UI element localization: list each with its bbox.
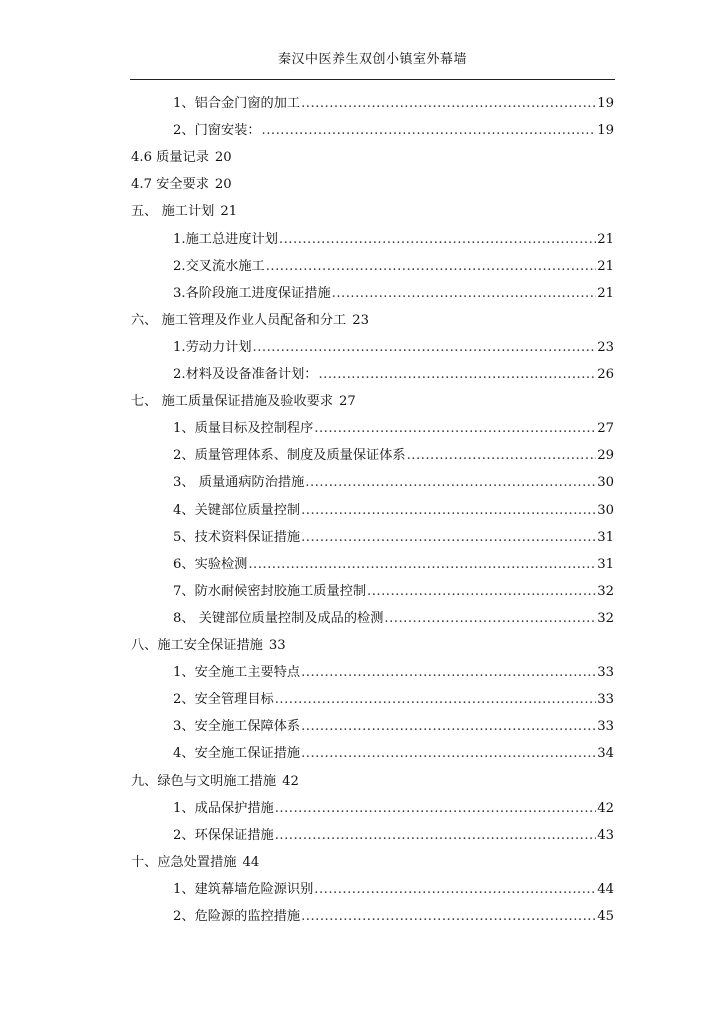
toc-entry[interactable]: [173, 529, 614, 547]
toc-entry-page-number: 45: [597, 909, 614, 924]
toc-entry[interactable]: [173, 339, 614, 357]
toc-entry-page-number: 20: [214, 177, 232, 193]
toc-entry[interactable]: [173, 664, 614, 682]
toc-entry-label: 2、安全管理目标: [173, 692, 274, 708]
toc-entry[interactable]: [173, 718, 614, 736]
toc-entry-page-number: 32: [597, 610, 614, 626]
toc-entry-label: 1、质量目标及控制程序: [173, 421, 314, 437]
toc-entry[interactable]: [173, 800, 614, 818]
toc-entry[interactable]: [173, 502, 614, 520]
toc-entry-label: 六、 施工管理及作业人员配备和分工: [131, 312, 347, 328]
toc-entry-page-number: 23: [352, 312, 369, 328]
toc-entry-label: 3.各阶段施工进度保证措施: [173, 285, 331, 301]
toc-entry-label: 1.劳动力计划: [173, 339, 252, 355]
toc-entry-page-number: 33: [597, 692, 614, 708]
toc-entry[interactable]: [173, 745, 614, 763]
toc-entry[interactable]: [131, 854, 259, 872]
toc-entry[interactable]: [173, 258, 614, 276]
toc-entry[interactable]: [131, 393, 356, 411]
toc-entry-page-number: 30: [597, 475, 614, 491]
toc-entry[interactable]: [131, 203, 237, 221]
toc-entry-label: 七、 施工质量保证措施及验收要求: [131, 394, 334, 410]
toc-entry[interactable]: [173, 420, 614, 438]
toc-entry-label: 2.材料及设备准备计划：: [173, 367, 318, 382]
toc-entry-label: 4、关键部位质量控制: [173, 502, 301, 518]
toc-dot-leader: [301, 95, 596, 113]
toc-entry-page-number: 27: [597, 421, 614, 437]
toc-entry-label: 1、铝合金门窗的加工: [173, 96, 301, 111]
toc-entry-label: 4.6 质量记录: [131, 150, 209, 166]
toc-entry-label: 1、建筑幕墙危险源识别: [173, 881, 314, 897]
toc-dot-leader: [367, 583, 596, 601]
toc-entry-page-number: 27: [339, 394, 356, 410]
toc-entry-label: 8、 关键部位质量控制及成品的检测: [173, 610, 384, 626]
toc-entry-label: 4、安全施工保证措施: [173, 746, 301, 762]
toc-entry[interactable]: [131, 149, 232, 167]
toc-entry-page-number: 21: [220, 204, 238, 220]
toc-entry[interactable]: [173, 691, 614, 709]
toc-entry[interactable]: [173, 95, 614, 113]
toc-entry-page-number: 19: [597, 123, 614, 139]
toc-entry-label: 2、门窗安装：: [173, 123, 261, 139]
toc-entry-page-number: 21: [597, 285, 614, 301]
toc-dot-leader: [301, 745, 596, 763]
toc-entry-label: 十、应急处置措施: [131, 854, 237, 870]
toc-dot-leader: [301, 529, 596, 547]
toc-entry-page-number: 42: [282, 773, 299, 789]
toc-entry-page-number: 32: [597, 583, 614, 599]
toc-entry-page-number: 44: [242, 854, 260, 870]
toc-entry[interactable]: [173, 231, 614, 249]
toc-entry[interactable]: [173, 908, 614, 926]
toc-entry[interactable]: [173, 447, 614, 465]
toc-dot-leader: [314, 420, 596, 438]
toc-entry-page-number: 26: [597, 367, 614, 382]
toc-dot-leader: [275, 691, 597, 709]
toc-entry-page-number: 44: [597, 881, 614, 897]
toc-entry-page-number: 34: [597, 746, 614, 762]
toc-entry-label: 1、成品保护措施: [173, 800, 274, 816]
toc-entry-page-number: 33: [597, 719, 614, 735]
toc-dot-leader: [301, 718, 596, 736]
toc-entry-page-number: 21: [597, 258, 614, 274]
toc-entry[interactable]: [173, 474, 614, 492]
toc-entry-label: 3、 质量通病防治措施: [173, 475, 305, 491]
toc-entry-page-number: 20: [214, 150, 232, 166]
toc-dot-leader: [301, 908, 596, 926]
toc-entry[interactable]: [173, 881, 614, 899]
toc-dot-leader: [262, 122, 597, 140]
toc-entry-label: 4.7 安全要求: [131, 177, 209, 193]
toc-dot-leader: [248, 556, 596, 574]
page-header-title: 秦汉中医养生双创小镇室外幕墙: [277, 52, 467, 67]
toc-dot-leader: [266, 258, 597, 276]
toc-entry-label: 九、绿色与文明施工措施: [131, 773, 277, 789]
toc-entry[interactable]: [173, 583, 614, 601]
toc-entry-label: 2、环保保证措施: [173, 827, 274, 843]
toc-entry-page-number: 30: [597, 502, 614, 518]
toc-entry-page-number: 33: [597, 665, 614, 681]
toc-entry[interactable]: [173, 366, 614, 384]
toc-entry-label: 2、质量管理体系、制度及质量保证体系: [173, 448, 406, 464]
toc-entry-label: 7、防水耐候密封胶施工质量控制: [173, 583, 367, 599]
toc-entry[interactable]: [173, 556, 614, 574]
toc-entry-page-number: 23: [597, 339, 614, 355]
toc-dot-leader: [275, 827, 597, 845]
toc-entry-page-number: 31: [597, 529, 614, 545]
toc-dot-leader: [407, 447, 597, 465]
toc-dot-leader: [384, 610, 596, 628]
toc-dot-leader: [275, 800, 597, 818]
toc-entry-label: 3、安全施工保障体系: [173, 719, 301, 735]
toc-dot-leader: [305, 474, 596, 492]
toc-entry-label: 2.交叉流水施工: [173, 258, 265, 274]
toc-entry[interactable]: [131, 312, 369, 330]
toc-entry-page-number: 19: [597, 96, 614, 111]
toc-entry[interactable]: [131, 637, 286, 655]
toc-entry-page-number: 42: [597, 800, 614, 816]
toc-entry[interactable]: [131, 773, 299, 791]
toc-entry[interactable]: [173, 610, 614, 628]
toc-entry-label: 2、危险源的监控措施: [173, 909, 301, 924]
toc-entry-page-number: 29: [597, 448, 614, 464]
toc-entry-page-number: 21: [597, 231, 614, 247]
toc-entry-label: 五、 施工计划: [131, 204, 215, 220]
toc-entry-label: 1.施工总进度计划: [173, 231, 278, 247]
toc-dot-leader: [332, 285, 597, 303]
toc-entry-page-number: 31: [597, 556, 614, 572]
toc-dot-leader: [301, 664, 596, 682]
toc-entry-page-number: 43: [597, 827, 614, 843]
toc-dot-leader: [301, 502, 596, 520]
toc-entry-page-number: 33: [268, 638, 286, 653]
toc-dot-leader: [253, 339, 597, 357]
toc-dot-leader: [318, 366, 596, 384]
toc-entry[interactable]: [173, 285, 614, 303]
toc-entry-label: 6、实验检测: [173, 556, 248, 572]
toc-entry[interactable]: [131, 176, 232, 194]
toc-entry[interactable]: [173, 827, 614, 845]
toc-dot-leader: [279, 231, 596, 249]
toc-entry-label: 1、安全施工主要特点: [173, 665, 301, 681]
toc-entry-label: 八、施工安全保证措施: [131, 638, 263, 653]
toc-dot-leader: [314, 881, 596, 899]
toc-entry[interactable]: [173, 122, 614, 140]
toc-entry-label: 5、技术资料保证措施: [173, 529, 301, 545]
